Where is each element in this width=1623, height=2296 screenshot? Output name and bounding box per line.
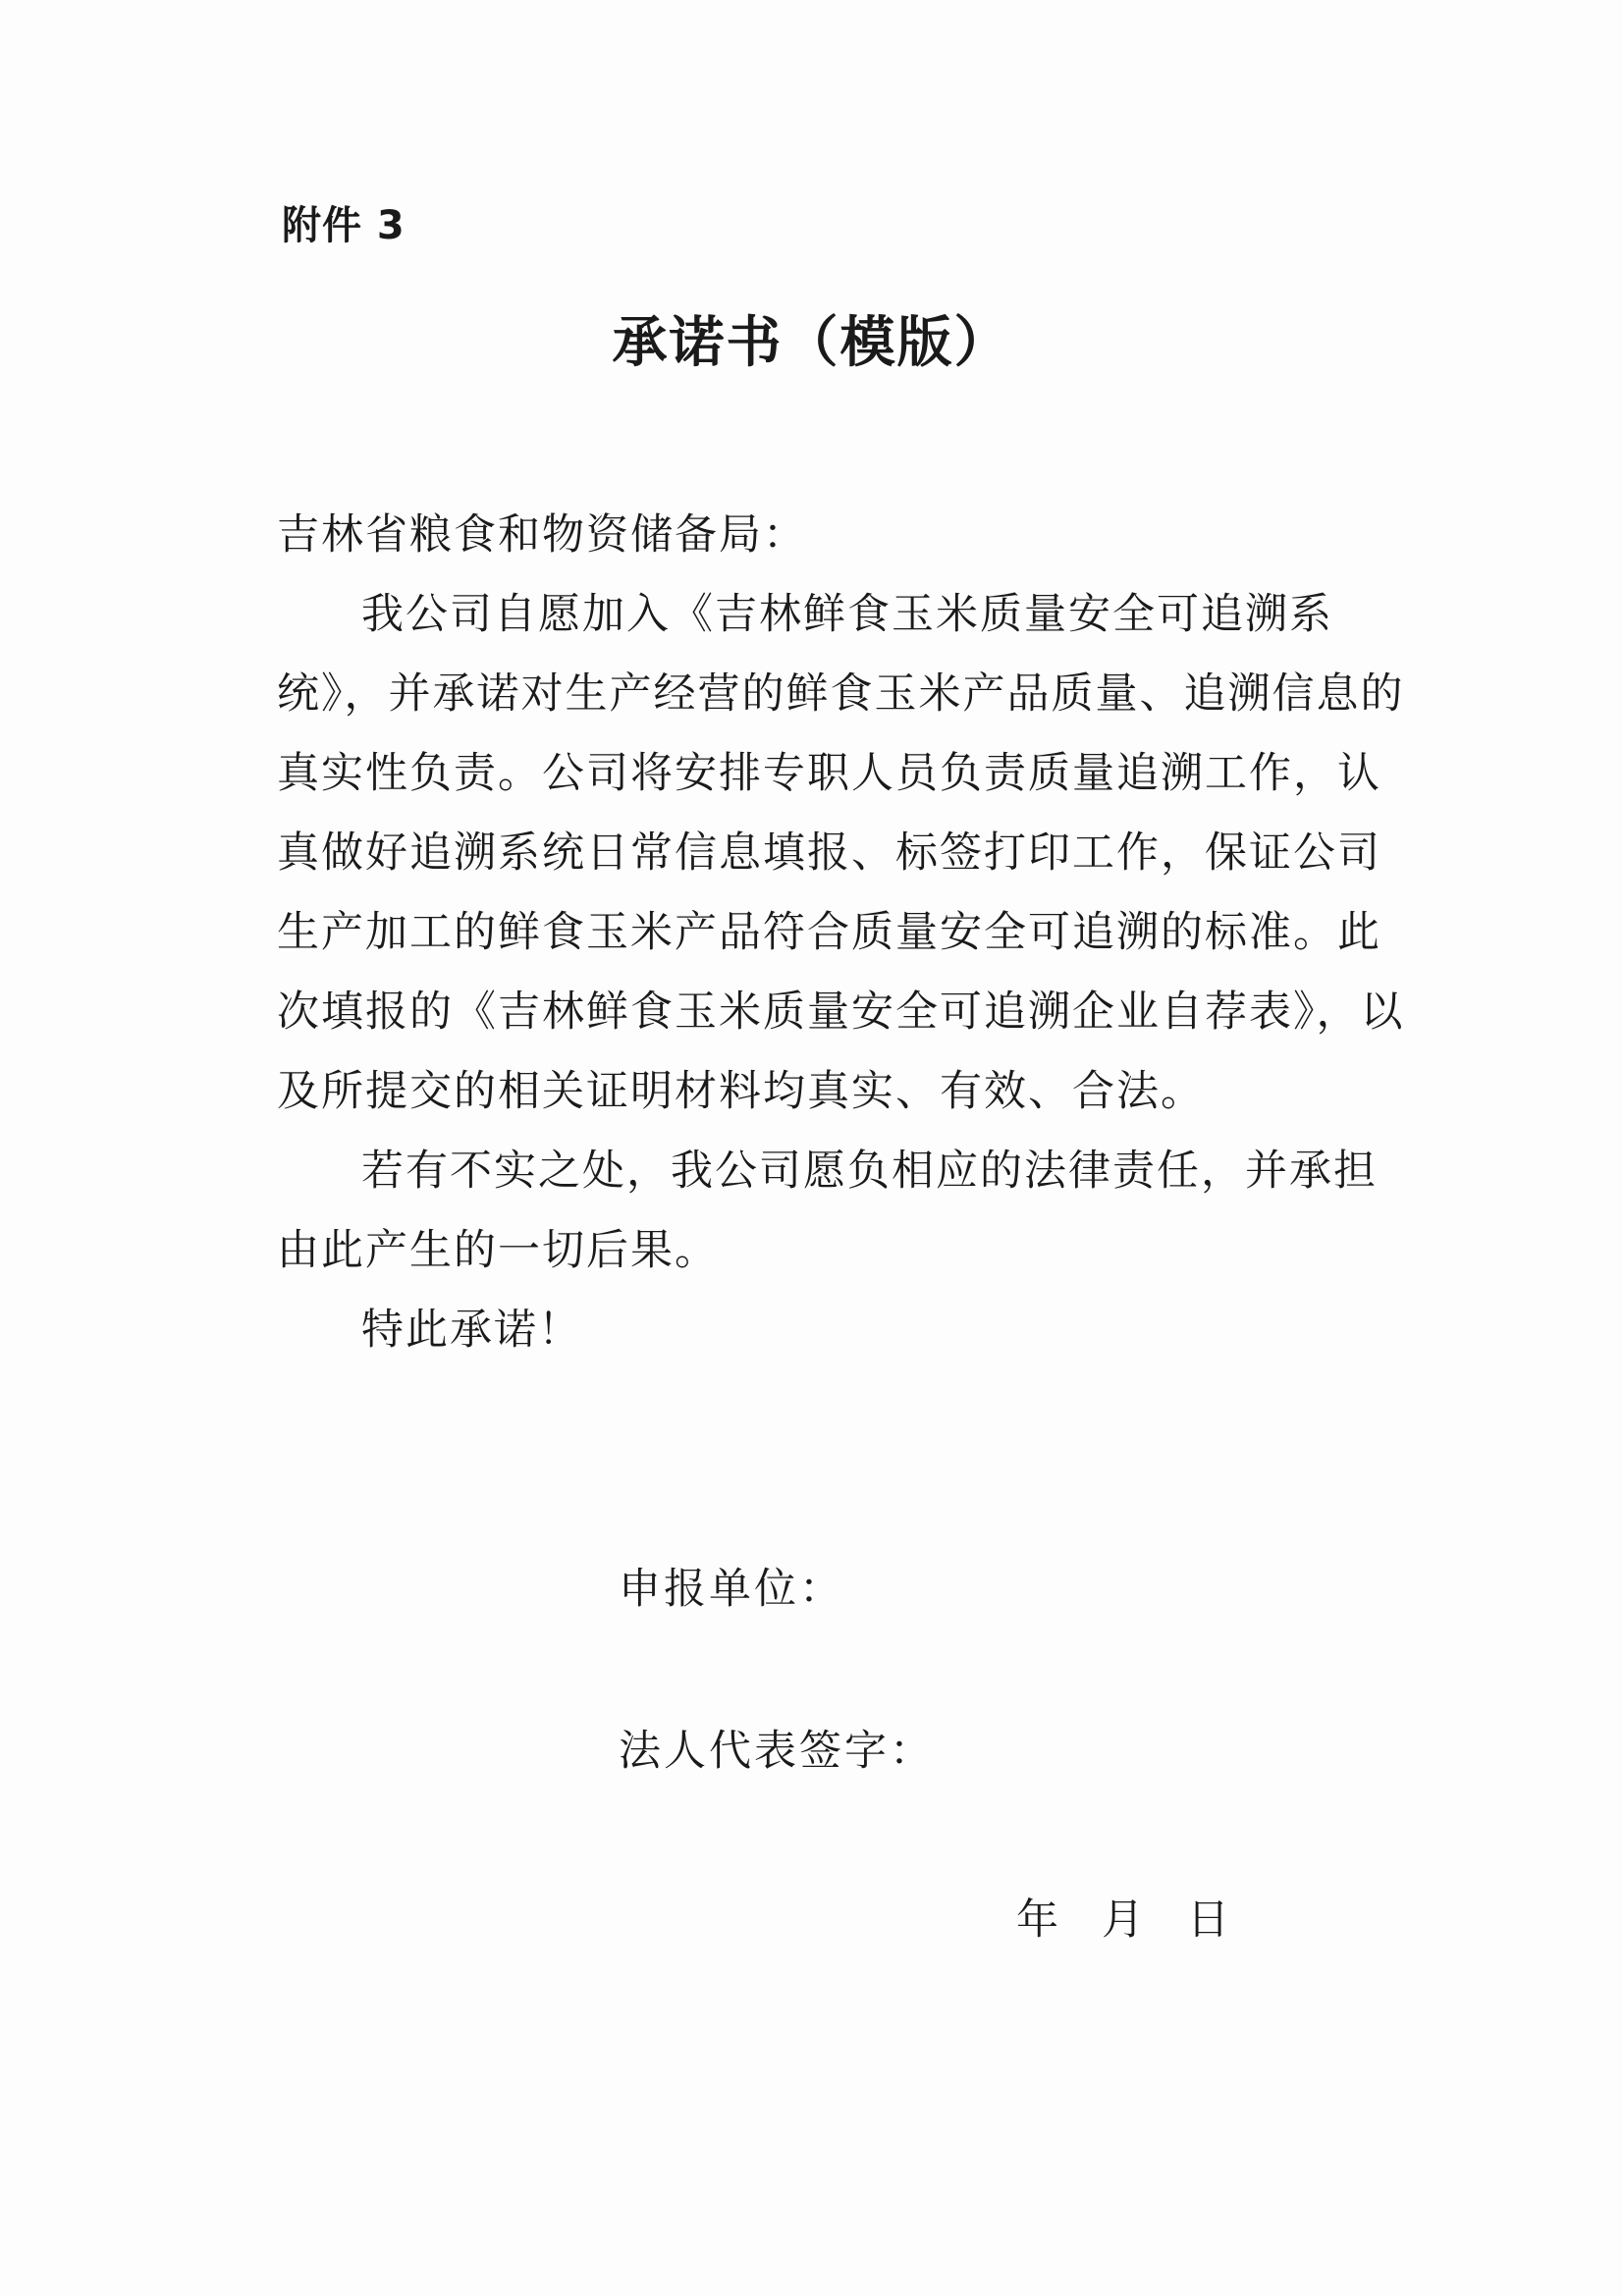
paragraph-commitment: 我公司自愿加入《吉林鲜食玉米质量安全可追溯系统》，并承诺对生产经营的鲜食玉米产品质量、追溯信息的真实性负责。公司将安排专职人员负责质量追溯工作，认真做好追溯系统日常信息填报、标签打印工作，保证公司生产加工的鲜食玉米产品符合质量安全可追溯的标准。此次填报的《吉林鲜食玉米质量安全可追溯企业自荐表》，以及所提交的相关证明材料均真实、有效、合法。 bbox=[277, 590, 1405, 1116]
paragraph-liability: 若有不实之处，我公司愿负相应的法律责任，并承担由此产生的一切后果。 bbox=[277, 1147, 1378, 1275]
date-year: 年 bbox=[1016, 1896, 1058, 1945]
paragraph-closing: 特此承诺！ bbox=[361, 1306, 582, 1355]
attachment-label: 附件 3 bbox=[282, 203, 406, 248]
applicant-unit-label: 申报单位： bbox=[619, 1565, 844, 1614]
legal-representative-signature-label: 法人代表签字： bbox=[619, 1727, 935, 1776]
date-day: 日 bbox=[1187, 1896, 1229, 1945]
date-line bbox=[1016, 1887, 1229, 1947]
document-title: 承诺书（模版） bbox=[612, 310, 1011, 375]
document-body bbox=[277, 496, 1416, 1370]
date-month: 月 bbox=[1102, 1896, 1144, 1945]
salutation: 吉林省粮食和物资储备局： bbox=[277, 510, 807, 560]
